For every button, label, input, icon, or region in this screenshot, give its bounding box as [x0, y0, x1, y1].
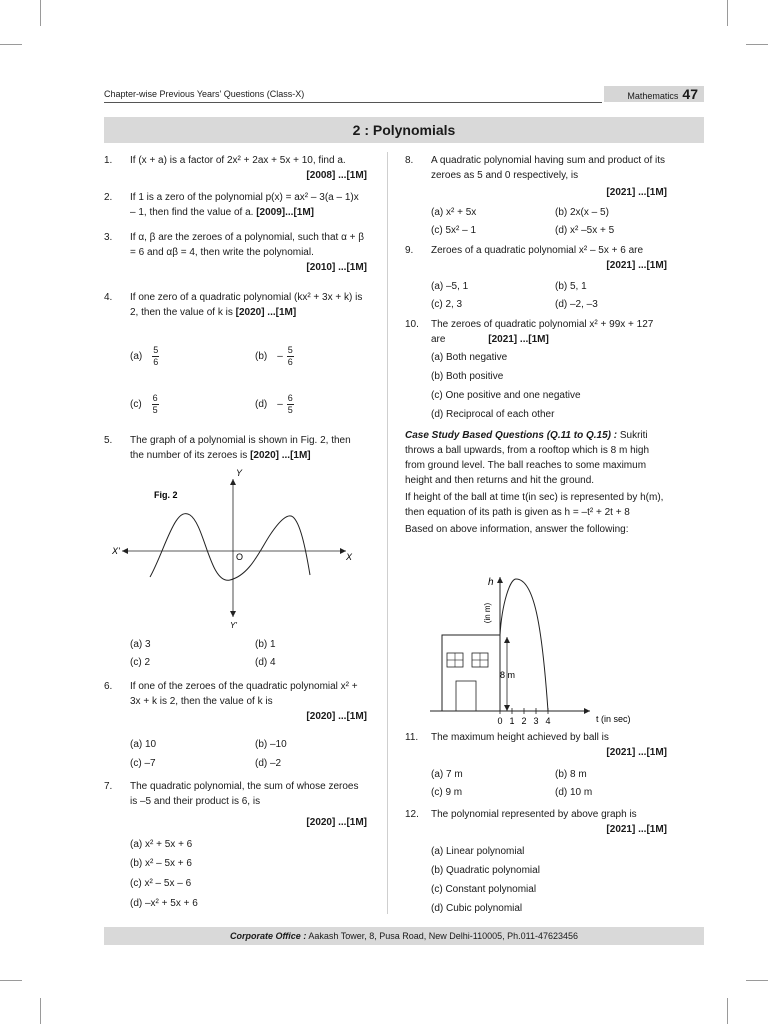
building-door [456, 681, 476, 711]
option-a: (a) –5, 1 [431, 281, 469, 292]
option-b: (b) 1 [255, 639, 276, 650]
option-a: (a) 7 m [431, 769, 463, 780]
question-text: If 1 is a zero of the polynomial p(x) = ax² – 3(a – 1)x – 1, then find the value of a. [130, 192, 359, 218]
question-tag: [2021] ...[1M] [606, 187, 667, 198]
question-tag: [2010] ...[1M] [306, 262, 367, 273]
fraction: $\frac{5}{6}$ [287, 345, 293, 367]
option-d: (d) 10 m [555, 787, 593, 798]
question-tag: [2021] ...[1M] [488, 334, 549, 345]
case-study-instruction: Based on above information, answer the following: [405, 524, 629, 535]
case-study-block [405, 428, 667, 537]
height-marker-label: 8 m [500, 670, 516, 680]
option-b: (b) Both positive [431, 371, 504, 382]
question-text: The quadratic polynomial, the sum of whose zeroes is –5 and their product is 6, is [130, 781, 359, 807]
crop-mark [0, 44, 22, 45]
crop-mark [0, 980, 22, 981]
question-number: 1. [104, 155, 113, 166]
question-tag: [2021] ...[1M] [606, 824, 667, 835]
crop-mark [40, 998, 41, 1024]
crop-mark [746, 980, 768, 981]
column-divider [387, 152, 388, 914]
option-c: (c) $\frac{6}{5}$ [130, 393, 158, 415]
question-tag: [2009]...[1M] [256, 207, 315, 218]
case-study-text: Sukriti throws a ball upwards, from a rooftop which is 8 m high from ground level. The ball reaches to some maximum height and then returns and hit the ground. [405, 430, 649, 486]
chapter-title: 2 : Polynomials [104, 117, 704, 143]
x-axis-arrow-neg [122, 548, 128, 554]
page-header [104, 86, 704, 102]
option-a: (a) x² + 5x + 6 [130, 839, 193, 850]
ball-trajectory-figure [430, 565, 660, 730]
figure-label: Fig. 2 [154, 490, 178, 500]
question-number: 10. [405, 319, 419, 330]
option-a: (a) Both negative [431, 352, 508, 363]
option-c: (c) 2, 3 [431, 299, 463, 310]
question-text: A quadratic polynomial having sum and product of its zeroes as 5 and 0 respectively, is [431, 155, 666, 181]
question-text: The polynomial represented by above graph is [431, 809, 637, 820]
option-b: (b) – $\frac{5}{6}$ [255, 345, 293, 367]
y-axis-arrow [230, 479, 236, 485]
option-a: (a) 3 [130, 639, 151, 650]
question-number: 8. [405, 155, 414, 166]
footer-label: Corporate Office : [229, 931, 307, 941]
case-study-intro [405, 428, 667, 488]
axis-label-y: Y [236, 468, 243, 478]
question-text: If (x + a) is a factor of 2x² + 2ax + 5x + 10, find a. [130, 155, 346, 166]
height-label: h [488, 577, 494, 588]
crop-mark [727, 0, 728, 26]
option-b: (b) 2x(x – 5) [555, 207, 609, 218]
height-marker-arrow [504, 705, 510, 711]
header-divider [104, 102, 602, 103]
option-b: (b) 8 m [555, 769, 587, 780]
option-c: (c) 9 m [431, 787, 463, 798]
case-study-equation-text: If height of the ball at time t(in sec) is represented by h(m), then equation of its path is given as h = –t² + 2t + 8 [405, 492, 664, 518]
height-marker-arrow [504, 637, 510, 643]
question-number: 7. [104, 781, 113, 792]
fraction: $\frac{6}{5}$ [152, 393, 158, 415]
option-c: (c) Constant polynomial [431, 884, 537, 895]
question-text: The maximum height achieved by ball is [431, 732, 609, 743]
polynomial-graph-figure [110, 465, 360, 635]
question-number: 2. [104, 192, 113, 203]
question-number: 4. [104, 292, 113, 303]
question-tag: [2020] ...[1M] [235, 307, 297, 318]
question-tag: [2021] ...[1M] [606, 747, 667, 758]
axis-label-x-neg: X' [112, 546, 120, 556]
time-tick-label: 1 [509, 716, 515, 726]
question-text: The zeroes of quadratic polynomial x² + 99x + 127 are [431, 319, 654, 345]
option-d: (d) Cubic polynomial [431, 903, 523, 914]
question-tag: [2020] ...[1M] [306, 817, 367, 828]
y-axis-arrow-neg [230, 611, 236, 617]
option-d: (d) Reciprocal of each other [431, 409, 555, 420]
axis-label-x: X [346, 552, 353, 562]
question-text: If one of the zeroes of the quadratic polynomial x² + 3x + k is 2, then the value of k is [130, 681, 358, 707]
footer-address: Aakash Tower, 8, Pusa Road, New Delhi-110005, Ph.011-47623456 [306, 931, 579, 941]
question-number: 9. [405, 245, 414, 256]
case-study-heading: Case Study Based Questions (Q.11 to Q.15) : [405, 430, 618, 441]
polynomial-curve [150, 514, 310, 581]
question-text: If one zero of a quadratic polynomial (kx² + 3x + k) is 2, then the value of k is [130, 292, 363, 318]
crop-mark [727, 998, 728, 1024]
option-d: (d) –x² + 5x + 6 [130, 898, 198, 909]
option-c: (c) –7 [130, 758, 156, 769]
option-b: (b) Quadratic polynomial [431, 865, 540, 876]
option-d: (d) –2 [255, 758, 282, 769]
question-number: 12. [405, 809, 419, 820]
option-c: (c) 2 [130, 657, 150, 668]
option-b: (b) x² – 5x + 6 [130, 858, 192, 869]
question-text: If α, β are the zeroes of a polynomial, such that α + β = 6 and αβ = 4, then write the polynomial. [130, 232, 365, 258]
page-number: 47 [682, 86, 698, 102]
option-d: (d) –2, –3 [555, 299, 598, 310]
crop-mark [40, 0, 41, 26]
question-number: 11. [405, 732, 419, 743]
option-c: (c) One positive and one negative [431, 390, 581, 401]
time-tick-label: 0 [497, 716, 503, 726]
time-tick-label: 3 [533, 716, 539, 726]
option-a: (a) x² + 5x [431, 207, 477, 218]
page-footer [104, 927, 704, 945]
time-axis-label: t (in sec) [596, 714, 631, 724]
height-unit-label: (in m) [483, 602, 492, 624]
time-tick-label: 4 [545, 716, 551, 726]
question-number: 6. [104, 681, 113, 692]
height-axis-arrow [497, 577, 503, 583]
question-text: The graph of a polynomial is shown in Fig. 2, then the number of its zeroes is [130, 435, 351, 461]
option-a: (a) Linear polynomial [431, 846, 525, 857]
question-tag: [2020] ...[1M] [250, 450, 311, 461]
question-tag: [2008] ...[1M] [306, 170, 367, 181]
option-d: (d) – $\frac{6}{5}$ [255, 393, 293, 415]
header-subject: Mathematics 47 [627, 86, 698, 102]
fraction: $\frac{6}{5}$ [287, 393, 293, 415]
option-a: (a) $\frac{5}{6}$ [130, 345, 159, 367]
time-tick-label: 2 [521, 716, 527, 726]
option-a: (a) 10 [130, 739, 157, 750]
option-c: (c) x² – 5x – 6 [130, 878, 192, 889]
option-d: (d) x² –5x + 5 [555, 225, 615, 236]
axis-label-y-neg: Y' [230, 621, 237, 630]
option-d: (d) 4 [255, 657, 276, 668]
question-text: Zeroes of a quadratic polynomial x² – 5x + 6 are [431, 245, 644, 256]
header-chapter-title: Chapter-wise Previous Years' Questions (Class-X) [104, 89, 305, 99]
option-b: (b) 5, 1 [555, 281, 587, 292]
crop-mark [746, 44, 768, 45]
question-tag: [2021] ...[1M] [606, 260, 667, 271]
question-tag: [2020] ...[1M] [306, 711, 367, 722]
time-axis-arrow [584, 708, 590, 714]
origin-label: O [236, 552, 244, 562]
option-b: (b) –10 [255, 739, 287, 750]
fraction: $\frac{5}{6}$ [153, 345, 159, 367]
building [442, 635, 500, 711]
option-c: (c) 5x² – 1 [431, 225, 477, 236]
question-number: 3. [104, 232, 113, 243]
question-number: 5. [104, 435, 113, 446]
